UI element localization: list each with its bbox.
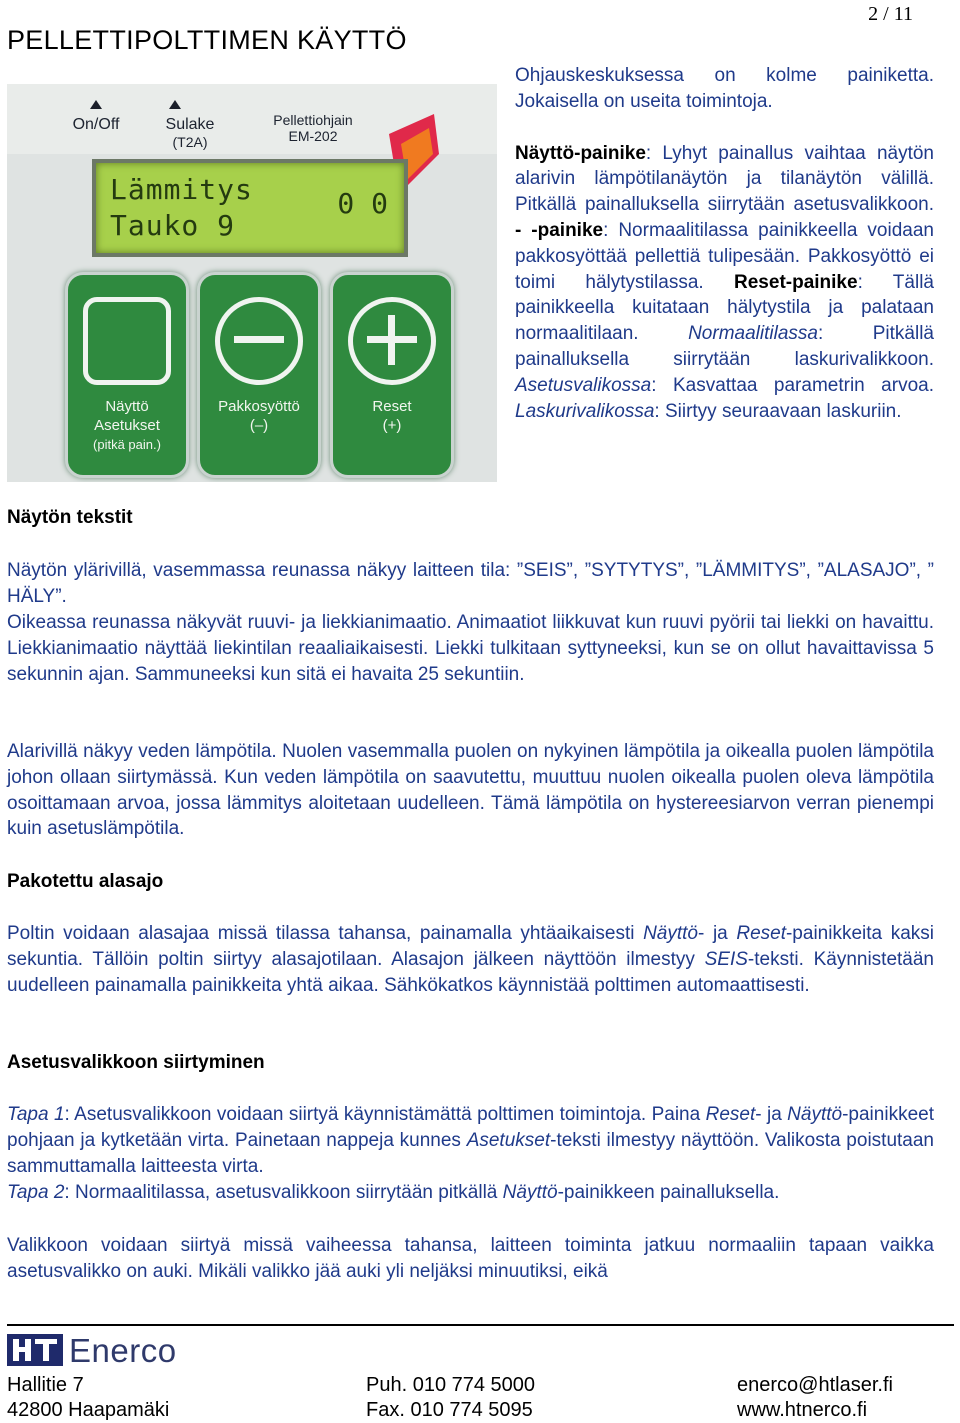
naytto-button-caption bbox=[68, 397, 186, 454]
buttons-description bbox=[515, 63, 934, 424]
fuse-rating: (T2A) bbox=[172, 134, 208, 150]
status-paragraph: Näytön ylärivillä, vasemmassa reunassa näkyy laitteen tila: ”SEIS”, ”SYTYTYS”, ”LÄMMITYS”, ”ALASAJO”, ” HÄLY”. bbox=[7, 560, 934, 607]
address-line2: 42800 Haapamäki bbox=[7, 1399, 170, 1421]
p5-a: Tapa 1 bbox=[7, 1104, 65, 1125]
animation-paragraph: Oikeassa reunassa näkyvät ruuvi- ja liekkianimaatio. Animaatiot liikkuvat kun ruuvi pyörii tai liekki on havaittu. Liekkianimaatio näyttää liekintilan reaaliaikaisesti. Liekki tulkitaan syttyneeksi, kun se on ollut havaittavissa 5 sekunnin ajan. Sammuneeksi kun sitä ei havaita 25 sekuntiin. bbox=[7, 612, 934, 685]
p5-f: -painikkeet pohjaan ja kytketään virta. Painetaan nappeja kunnes bbox=[7, 1104, 934, 1151]
model-label: EM-202 bbox=[288, 128, 338, 144]
naytto-button[interactable] bbox=[65, 272, 189, 478]
lcd-line-2: Tauko 9 bbox=[110, 209, 236, 242]
section-heading-forced-shutdown: Pakotettu alasajo bbox=[7, 871, 164, 892]
p4-e: -painikkeita kaksi sekuntia. Tällöin poltin siirtyy alasajotilaan. Alasajon jälkeen näyttöön ilmestyy bbox=[7, 923, 934, 970]
naytto-caption-line3: (pitkä pain.) bbox=[93, 437, 161, 452]
naytto-label: Näyttö-painike bbox=[515, 142, 646, 164]
reset-caption-line1: Reset bbox=[372, 398, 412, 415]
footer-address bbox=[7, 1373, 169, 1423]
asetus-text: : Kasvattaa parametrin arvoa. bbox=[651, 374, 934, 396]
reset-caption-line2: (+) bbox=[382, 417, 402, 434]
p4-c: - ja bbox=[698, 923, 737, 944]
minus-text: : Normaalitilassa painikkeella voidaan pakkosyöttää pellettiä tulipesään. Pakkosyöttö ei toimi hälytystilassa. bbox=[515, 219, 934, 293]
lcd-indicator: 0 0 bbox=[337, 187, 388, 220]
phone: Puh. 010 774 5000 bbox=[366, 1374, 536, 1396]
footer-divider bbox=[7, 1324, 954, 1326]
p4-b: Näyttö bbox=[643, 923, 698, 944]
plus-icon bbox=[348, 297, 436, 385]
logo-wordmark: Enerco bbox=[69, 1332, 177, 1369]
reset-button[interactable] bbox=[330, 272, 454, 478]
section-heading-display-texts: Näytön tekstit bbox=[7, 507, 133, 528]
section-heading-settings-menu: Asetusvalikkoon siirtyminen bbox=[7, 1052, 265, 1073]
pakkosyotto-caption-line1: Pakkosyöttö bbox=[218, 398, 300, 415]
fuse-arrow-icon bbox=[169, 100, 181, 109]
ht-logo-icon bbox=[7, 1334, 63, 1366]
p6-d: -painikkeen painalluksella. bbox=[557, 1182, 780, 1203]
reset-button-caption bbox=[333, 397, 451, 435]
page-title: PELLETTIPOLTTIMEN KÄYTTÖ bbox=[7, 25, 407, 55]
laskuri-text: : Siirtyy seuraavaan laskuriin. bbox=[654, 400, 902, 422]
forced-shutdown-paragraph bbox=[7, 921, 934, 998]
address-line1: Hallitie 7 bbox=[7, 1374, 84, 1396]
fuse-label: Sulake bbox=[165, 116, 215, 133]
p6-c: Näyttö bbox=[502, 1182, 558, 1203]
lcd-display bbox=[92, 159, 408, 257]
naytto-caption-line1: Näyttö bbox=[105, 398, 149, 415]
onoff-label: On/Off bbox=[72, 116, 120, 133]
p5-c: Reset bbox=[705, 1104, 756, 1125]
p5-h: -teksti ilmestyy näyttöön. Valikosta poistutaan sammuttamalla laitteesta virta. bbox=[7, 1129, 934, 1177]
p6-a: Tapa 2 bbox=[7, 1182, 65, 1203]
page-number: 2 / 11 bbox=[868, 3, 913, 25]
method2-paragraph bbox=[7, 1180, 934, 1206]
reset-text: : Tällä painikkeella kuitataan hälytystila ja palataan normaalitilaan. bbox=[515, 271, 934, 345]
p5-b: : Asetusvalikkoon voidaan siirtyä käynnistämättä polttimen toimintoja. Paina bbox=[64, 1104, 706, 1125]
footer-contact bbox=[737, 1373, 893, 1423]
naytto-caption-line2: Asetukset bbox=[94, 417, 160, 434]
reset-label: Reset-painike bbox=[734, 271, 858, 293]
pakkosyotto-caption-line2: (–) bbox=[249, 417, 269, 434]
p4-d: Reset bbox=[736, 923, 786, 944]
footer-phone bbox=[366, 1373, 535, 1423]
p4-g: -teksti. Käynnistetään uudelleen painamalla painikkeita yhtä aikaa. Sähkökatkos käynnistää polttimen automaattisesti. bbox=[7, 948, 934, 996]
temperature-paragraph: Alarivillä näkyy veden lämpötila. Nuolen vasemmalla puolen on nykyinen lämpötila ja oikealla puolen lämpötila johon ollaan siirtymässä. Kun veden lämpötila on saavutettu, muuttuu nuolen oikealla puolen oleva lämpötila osoittamaan arvoa, jossa lämmitys aloitetaan uudelleen. Tämä lämpötila on hystereesiarvon verran pienempi kuin asetuslämpötila. bbox=[7, 741, 934, 840]
pakkosyotto-button[interactable] bbox=[197, 272, 321, 478]
laskuri-label: Laskurivalikossa bbox=[515, 400, 655, 422]
p4-f: SEIS bbox=[704, 948, 748, 970]
buttons-paragraph bbox=[515, 141, 934, 425]
p6-b: : Normaalitilassa, asetusvalikkoon siirrytään pitkällä bbox=[64, 1182, 503, 1203]
web-link[interactable]: www.htnerco.fi bbox=[737, 1399, 868, 1421]
p4-a: Poltin voidaan alasajaa missä tilassa tahansa, painamalla yhtäaikaisesti bbox=[7, 923, 644, 944]
email-link[interactable]: enerco@htlaser.fi bbox=[737, 1374, 893, 1396]
brand-label: Pellettiohjain bbox=[273, 112, 353, 128]
minus-label: - -painike bbox=[515, 219, 604, 241]
fax: Fax. 010 774 5095 bbox=[366, 1399, 533, 1421]
intro-paragraph: Ohjauskeskuksessa on kolme painiketta. Jokaisella on useita toimintoja. bbox=[515, 65, 934, 112]
pakkosyotto-button-caption bbox=[200, 397, 318, 435]
menu-timeout-paragraph: Valikkoon voidaan siirtyä missä vaiheessa tahansa, laitteen toiminta jatkuu normaaliin tapaan vaikka asetusvalikko on auki. Mikäli valikko jää auki yli neljäksi minuutiksi, eikä bbox=[7, 1235, 934, 1282]
control-panel-photo bbox=[7, 84, 497, 482]
p5-g: Asetukset bbox=[466, 1129, 551, 1151]
method1-paragraph bbox=[7, 1102, 934, 1179]
minus-icon bbox=[215, 297, 303, 385]
naytto-text: : Lyhyt painallus vaihtaa näytön alarivin lämpötilanäytön ja tilanäytön välillä. Pitkällä painalluksella siirrytään asetusvalikkoon. bbox=[515, 142, 934, 216]
onoff-arrow-icon bbox=[90, 100, 102, 109]
asetus-label: Asetusvalikossa bbox=[515, 374, 652, 396]
p5-d: - ja bbox=[755, 1104, 788, 1125]
square-symbol-icon bbox=[83, 297, 171, 385]
normaali-text: : Pitkällä painalluksella siirrytään laskurivalikkoon. bbox=[515, 323, 934, 370]
p5-e: Näyttö bbox=[787, 1104, 843, 1125]
lcd-line-1: Lämmitys bbox=[110, 173, 253, 206]
normaali-label: Normaalitilassa bbox=[688, 323, 818, 345]
